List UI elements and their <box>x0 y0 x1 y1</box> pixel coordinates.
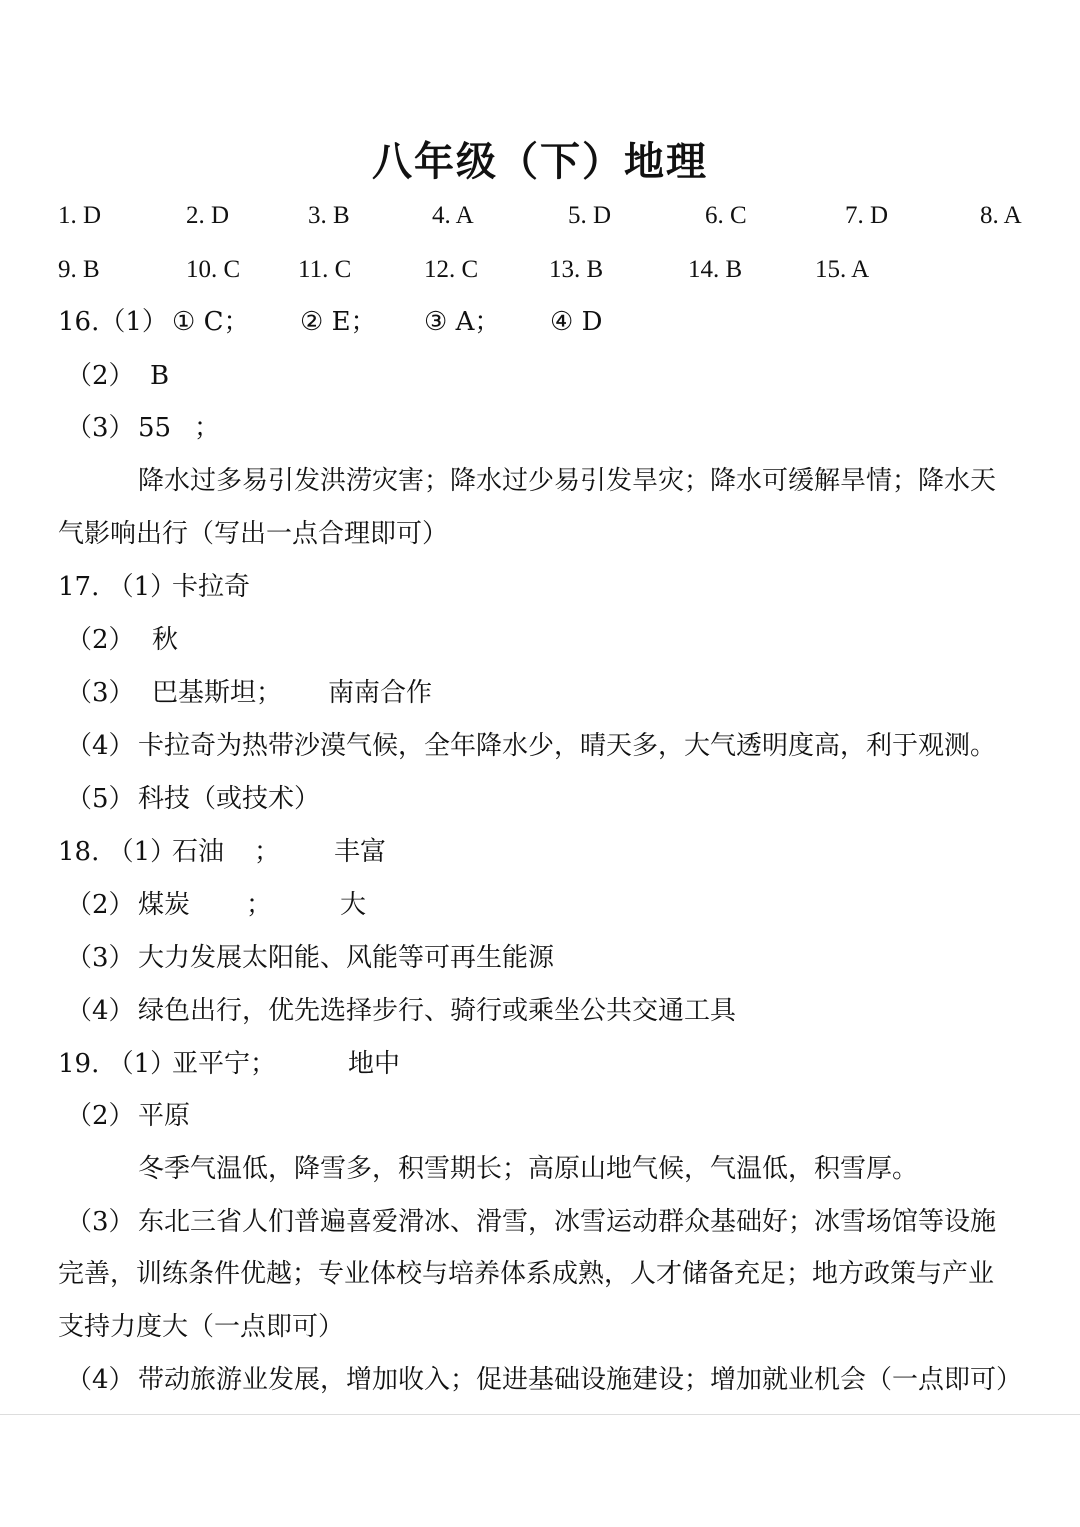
q18-part2-answer-2: 大 <box>340 890 367 920</box>
q19-part3-label: （3） <box>66 1207 135 1237</box>
q17-part5-answer: 科技（或技术） <box>138 784 321 814</box>
q16-part3-label: （3） <box>66 413 135 443</box>
q17-part4-answer: 卡拉奇为热带沙漠气候，全年降水少，晴天多，大气透明度高，利于观测。 <box>138 731 997 761</box>
mc-answer-2: 2. D <box>186 202 230 229</box>
q18-part2-label: （2） <box>66 890 135 920</box>
q18-part3-answer: 大力发展太阳能、风能等可再生能源 <box>138 943 555 973</box>
q18-part2-separator: ； <box>246 890 273 920</box>
mc-answer-10: 10. C <box>186 256 241 283</box>
q19-part3-text-line2: 完善，训练条件优越；专业体校与培养体系成熟，人才储备充足；地方政策与产业 <box>58 1259 995 1289</box>
q17-part3-answer-1: 巴基斯坦； <box>152 678 283 708</box>
q18-part3-label: （3） <box>66 943 135 973</box>
q16-part3-text-line2: 气影响出行（写出一点合理即可） <box>58 519 449 549</box>
q18-part4-answer: 绿色出行，优先选择步行、骑行或乘坐公共交通工具 <box>138 996 737 1026</box>
q17-part1-label: 17. （1） <box>58 572 177 602</box>
q17-part2-answer: 秋 <box>152 625 179 655</box>
q19-part2-text: 冬季气温低，降雪多，积雪期长；高原山地气候，气温低，积雪厚。 <box>138 1154 919 1184</box>
q17-part4-label: （4） <box>66 731 135 761</box>
q16-part3-separator: ； <box>194 413 221 443</box>
q16-part2-answer: B <box>150 361 170 391</box>
mc-answer-6: 6. C <box>705 202 747 229</box>
q19-part3-text-line3: 支持力度大（一点即可） <box>58 1312 345 1342</box>
q16-part3-answer: 55 <box>138 413 172 443</box>
q16-part3-text-line1: 降水过多易引发洪涝灾害；降水过少易引发旱灾；降水可缓解旱情；降水天 <box>138 466 997 496</box>
page-bottom-divider <box>0 1414 1080 1415</box>
mc-answer-7: 7. D <box>845 202 889 229</box>
q16-part2-label: （2） <box>66 361 135 391</box>
q17-part2-label: （2） <box>66 625 135 655</box>
q17-part1-answer: 卡拉奇 <box>172 572 251 602</box>
q18-part1-answer-2: 丰富 <box>334 837 387 867</box>
q17-part3-label: （3） <box>66 678 135 708</box>
mc-answer-1: 1. D <box>58 202 102 229</box>
q18-part1-label: 18. （1） <box>58 837 177 867</box>
mc-answer-3: 3. B <box>308 202 350 229</box>
mc-answer-4: 4. A <box>432 202 474 229</box>
q16-part1-answer-3: ③ A； <box>424 307 501 337</box>
q16-part1-answer-1: ① C； <box>172 307 250 337</box>
q19-part1-answer-2: 地中 <box>348 1049 401 1079</box>
q19-part2-answer: 平原 <box>138 1101 191 1131</box>
q17-part5-label: （5） <box>66 784 135 814</box>
q19-part1-answer-1: 亚平宁； <box>172 1049 277 1079</box>
mc-answer-13: 13. B <box>549 256 604 283</box>
q19-part2-label: （2） <box>66 1101 135 1131</box>
mc-answer-14: 14. B <box>688 256 743 283</box>
q18-part2-answer-1: 煤炭 <box>138 890 191 920</box>
q16-part1-answer-4: ④ D <box>550 307 603 337</box>
q16-part1-label: 16.（1） <box>58 307 168 337</box>
q19-part3-answer: 东北三省人们普遍喜爱滑冰、滑雪，冰雪运动群众基础好；冰雪场馆等设施 <box>138 1207 997 1237</box>
mc-answer-9: 9. B <box>58 256 100 283</box>
q18-part1-separator: ； <box>254 837 281 867</box>
mc-answer-12: 12. C <box>424 256 479 283</box>
q19-part1-label: 19. （1） <box>58 1049 177 1079</box>
mc-answer-11: 11. C <box>298 256 352 283</box>
page-title: 八年级（下）地理 <box>372 139 708 185</box>
mc-answer-5: 5. D <box>568 202 612 229</box>
mc-answer-15: 15. A <box>815 256 870 283</box>
q19-part4-answer: 带动旅游业发展，增加收入；促进基础设施建设；增加就业机会（一点即可） <box>138 1365 1023 1395</box>
q19-part4-label: （4） <box>66 1365 135 1395</box>
q18-part4-label: （4） <box>66 996 135 1026</box>
q18-part1-answer-1: 石油 <box>172 837 225 867</box>
q16-part1-answer-2: ② E； <box>300 307 377 337</box>
q17-part3-answer-2: 南南合作 <box>328 678 433 708</box>
mc-answer-8: 8. A <box>980 202 1022 229</box>
